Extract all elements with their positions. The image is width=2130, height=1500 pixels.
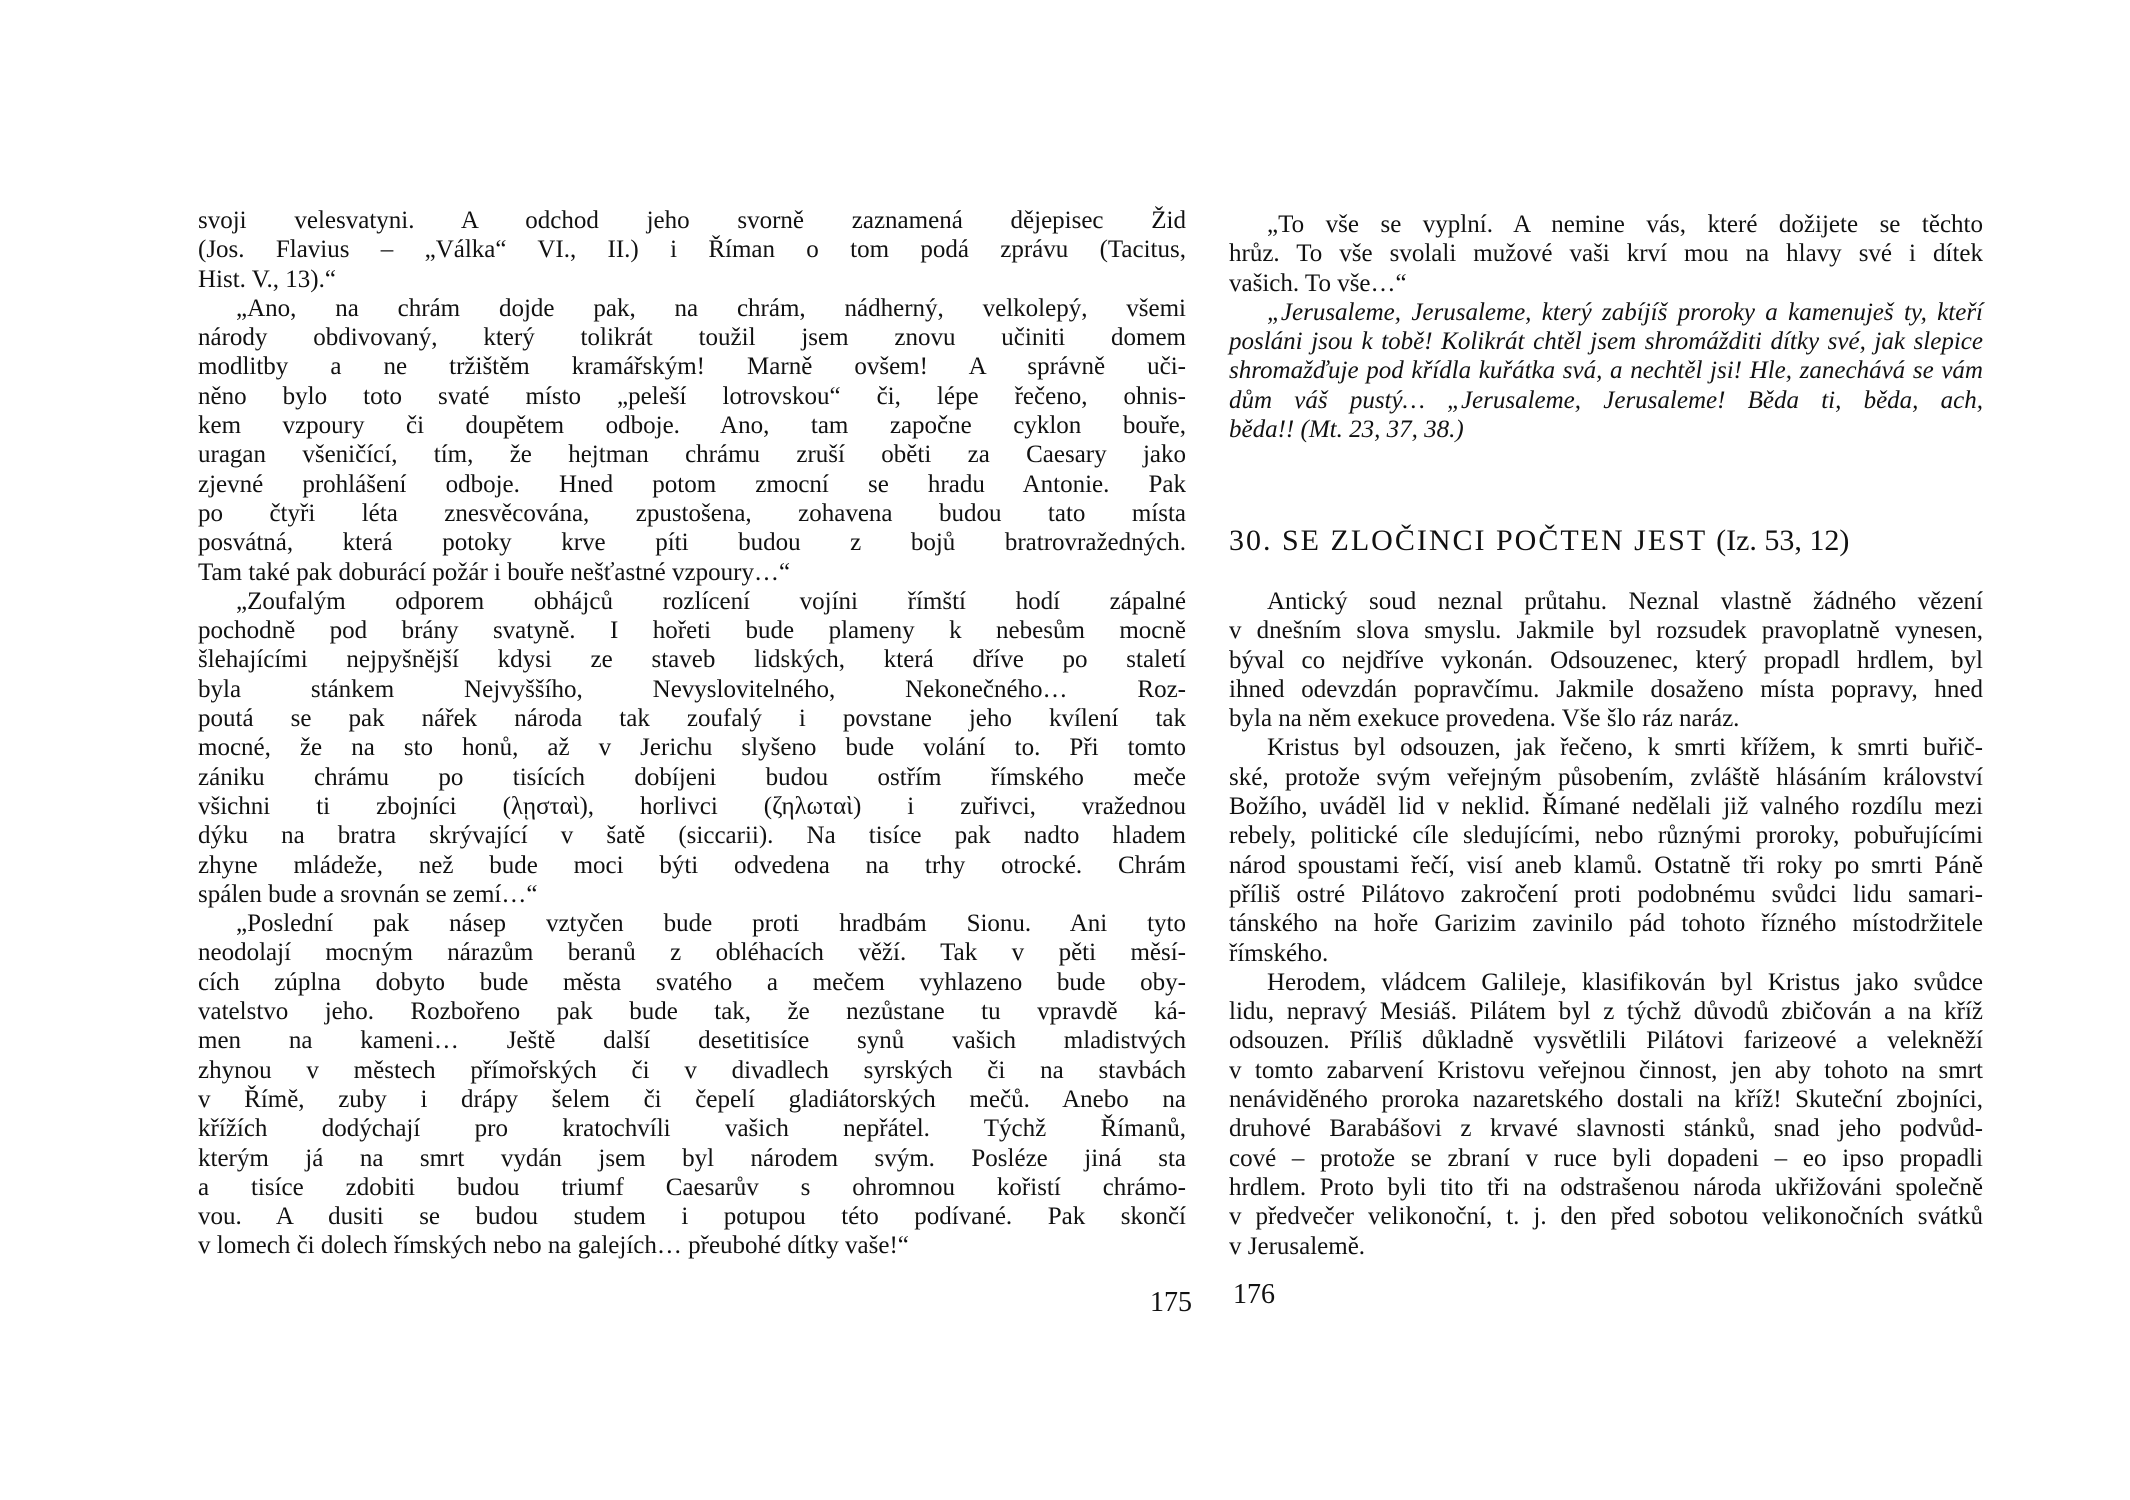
- text-line: svoji velesvatyni. A odchod jeho svorně zaznamená dějepisec Žid: [198, 207, 1186, 234]
- text-line: „Zoufalým odporem obhájců rozlícení vojíni římští hodí zápalné: [236, 587, 1186, 615]
- text-line: po čtyři léta znesvěcována, zpustošena, zohavena budou tato místa: [198, 499, 1186, 527]
- paragraph: [1229, 733, 1983, 967]
- text-line: křížích dodýchají pro kratochvíli vašich nepřátel. Týchž Římanů,: [198, 1115, 1186, 1143]
- text-line: „Ano, na chrám dojde pak, na chrám, nádherný, velkolepý, všemi: [236, 294, 1186, 322]
- text-line: dům váš pustý… „Jerusaleme, Jerusaleme! Běda ti, běda, ach,: [1229, 386, 1983, 414]
- text-line: tánského na hoře Garizim zavinilo pád tohoto řízného místodržitele: [1229, 910, 1983, 938]
- text-line: odsouzen. Příliš důkladně vysvětlili Pilátovi farizeové a velekněží: [1229, 1027, 1983, 1055]
- paragraph: [1229, 210, 1983, 298]
- chapter-title: 30. SE ZLOČINCI POČTEN JEST: [1229, 524, 1707, 557]
- text-line: mocné, že na sto honů, až v Jerichu slyšeno bude volání to. Při tomto: [198, 734, 1186, 762]
- text-line: vašich. To vše…“: [1229, 269, 1407, 297]
- text-line: v dnešním slova smyslu. Jakmile byl rozsudek pravoplatně vynesen,: [1229, 617, 1983, 645]
- text-line: neodolají mocným nárazům beranů z obléhacích věží. Tak v pěti měsí-: [198, 939, 1186, 967]
- text-line: Kristus byl odsouzen, jak řečeno, k smrti křížem, k smrti buřič-: [1267, 734, 1983, 762]
- paragraph: [198, 587, 1186, 909]
- text-line: (Jos. Flavius – „Válka“ VI., II.) i Říman o tom podá zprávu (Tacitus,: [198, 236, 1186, 264]
- paragraph: [198, 909, 1186, 1261]
- text-line: dýku na bratra skrývající v šatě (siccarii). Na tisíce pak nadto hladem: [198, 822, 1186, 850]
- text-line: Antický soud neznal průtahu. Neznal vlastně žádného vězení: [1267, 588, 1983, 615]
- text-line: byla na něm exekuce provedena. Vše šlo ráz naráz.: [1229, 705, 1740, 733]
- text-line: „Jerusaleme, Jerusaleme, který zabíjíš proroky a kamenuješ ty, kteří: [1267, 298, 1983, 326]
- page-number-right: 176: [1233, 1279, 1275, 1310]
- right-page-top-text: [1229, 210, 1983, 444]
- chapter-reference: (Iz. 53, 12): [1716, 524, 1850, 557]
- text-line: ihned odevzdán popravčímu. Jakmile dosaženo místa popravy, hned: [1229, 675, 1983, 703]
- text-line: Tam také pak doburácí požár i bouře nešťastné vzpoury…“: [198, 558, 791, 586]
- text-line: ské, protože svým veřejným působením, zvláště hlásáním království: [1229, 763, 1983, 791]
- text-line: men na kameni… Ještě další desetitisíce synů vašich mladistvých: [198, 1027, 1186, 1055]
- text-line: Herodem, vládcem Galileje, klasifikován byl Kristus jako svůdce: [1267, 968, 1983, 996]
- text-line: vatelstvo jeho. Rozbořeno pak bude tak, že nezůstane tu vpravdě ká-: [198, 998, 1186, 1026]
- text-line: cové – protože se zbraní v ruce byli dopadeni – eo ipso propadli: [1229, 1144, 1983, 1172]
- text-line: v Římě, zuby i drápy šelem či čepelí gladiátorských mečů. Anebo na: [198, 1085, 1186, 1113]
- text-line: šlehajícími nejpyšnější kdysi ze staveb lidských, která dříve po staletí: [198, 646, 1186, 674]
- page-number-left: 175: [1150, 1287, 1192, 1318]
- text-line: všichni ti zbojníci (λῃσταὶ), horlivci (ζηλωταὶ) i zuřivci, vražednou: [198, 792, 1186, 820]
- text-line: „Poslední pak násep vztyčen bude proti hradbám Sionu. Ani tyto: [236, 910, 1186, 938]
- text-line: vou. A dusiti se budou studem i potupou této podívané. Pak skončí: [198, 1203, 1186, 1231]
- text-line: druhové Barabášovi z krvavé slavnosti stánků, snad jeho podvůd-: [1229, 1115, 1983, 1143]
- paragraph: [1229, 298, 1983, 444]
- left-page-text: [198, 206, 1186, 1261]
- text-line: a tisíce zdobiti budou triumf Caesarův s ohromnou kořistí chrámo-: [198, 1173, 1186, 1201]
- text-line: „To vše se vyplní. A nemine vás, které dožijete se těchto: [1267, 211, 1983, 238]
- paragraph: [1229, 587, 1983, 733]
- text-line: uragan všeničící, tím, že hejtman chrámu zruší oběti za Caesary jako: [198, 441, 1186, 469]
- text-line: v tomto zabarvení Kristovu veřejnou činnost, jen aby tohoto na smrt: [1229, 1056, 1983, 1084]
- text-line: Hist. V., 13).“: [198, 265, 336, 293]
- text-line: cích zúplna dobyto bude města svatého a mečem vyhlazeno bude oby-: [198, 968, 1186, 996]
- text-line: zjevné prohlášení odboje. Hned potom zmocní se hradu Antonie. Pak: [198, 470, 1186, 498]
- text-line: modlitby a ne tržištěm kramářským! Marně ovšem! A správně uči-: [198, 353, 1186, 381]
- text-line: pochodně pod brány svatyně. I hořeti bude plameny k nebesům mocně: [198, 617, 1186, 645]
- text-line: posláni jsou k tobě! Kolikrát chtěl jsem shromážditi dítky své, jak slepice: [1229, 328, 1983, 356]
- text-line: hrůz. To vše svolali mužové vaši krví mou na hlavy své i dítek: [1229, 240, 1983, 268]
- text-line: lidu, nepravý Mesiáš. Pilátem byl z týchž důvodů zbičován a na kříž: [1229, 998, 1983, 1026]
- text-line: nenáviděného proroka nazaretského dostali na kříž! Skuteční zbojníci,: [1229, 1086, 1983, 1114]
- text-line: shromažďuje pod křídla kuřátka svá, a nechtěl jsi! Hle, zanechává se vám: [1229, 357, 1983, 385]
- text-line: příliš ostré Pilátovo zakročení proti podobnému svůdci lidu samari-: [1229, 880, 1983, 908]
- text-line: národ spoustami řečí, visí aneb klamů. Ostatně tři roky po smrti Páně: [1229, 851, 1983, 879]
- text-line: posvátná, která potoky krve píti budou z bojů bratrovražedných.: [198, 529, 1186, 557]
- text-line: něno bylo toto svaté místo „peleší lotrovskou“ či, lépe řečeno, ohnis-: [198, 382, 1186, 410]
- text-line: v lomech či dolech římských nebo na galejích… přeubohé dítky vaše!“: [198, 1232, 909, 1260]
- text-line: býval co nejdříve vykonán. Odsouzenec, který propadl hrdlem, byl: [1229, 646, 1983, 674]
- text-line: kem vzpoury či doupětem odboje. Ano, tam započne cyklon bouře,: [198, 412, 1186, 440]
- paragraph: [1229, 968, 1983, 1261]
- chapter-heading: [1229, 524, 1849, 558]
- text-line: rebely, politické cíle sledujícími, nebo různými proroky, pobuřujícími: [1229, 822, 1983, 850]
- text-line: Božího, uváděl lid v neklid. Římané nedělali již valného rozdílu mezi: [1229, 793, 1983, 821]
- text-line: zániku chrámu po tisících dobíjeni budou ostřím římského meče: [198, 763, 1186, 791]
- text-line: byla stánkem Nejvyššího, Nevyslovitelného, Nekonečného… Roz-: [198, 675, 1186, 703]
- text-line: zhyne mládeže, než bude moci býti odvedena na trhy otrocké. Chrám: [198, 851, 1186, 879]
- right-page-body-text: [1229, 587, 1983, 1261]
- text-line: v Jerusalemě.: [1229, 1232, 1366, 1260]
- text-line: poutá se pak nářek národa tak zoufalý i povstane jeho kvílení tak: [198, 705, 1186, 733]
- text-line: běda!! (Mt. 23, 37, 38.): [1229, 416, 1464, 444]
- text-line: kterým já na smrt vydán jsem byl národem svým. Posléze jiná sta: [198, 1144, 1186, 1172]
- paragraph: [198, 294, 1186, 587]
- text-line: hrdlem. Proto byli tito tři na odstrašenou národa ukřižováni společně: [1229, 1173, 1983, 1201]
- text-line: národy obdivovaný, který tolikrát toužil jsem znovu učiniti domem: [198, 324, 1186, 352]
- text-line: římského.: [1229, 939, 1329, 967]
- text-line: spálen bude a srovnán se zemí…“: [198, 880, 538, 908]
- text-line: v předvečer velikonoční, t. j. den před sobotou velikonočních svátků: [1229, 1203, 1983, 1231]
- text-line: zhynou v městech přímořských či v divadlech syrských či na stavbách: [198, 1056, 1186, 1084]
- paragraph: [198, 206, 1186, 294]
